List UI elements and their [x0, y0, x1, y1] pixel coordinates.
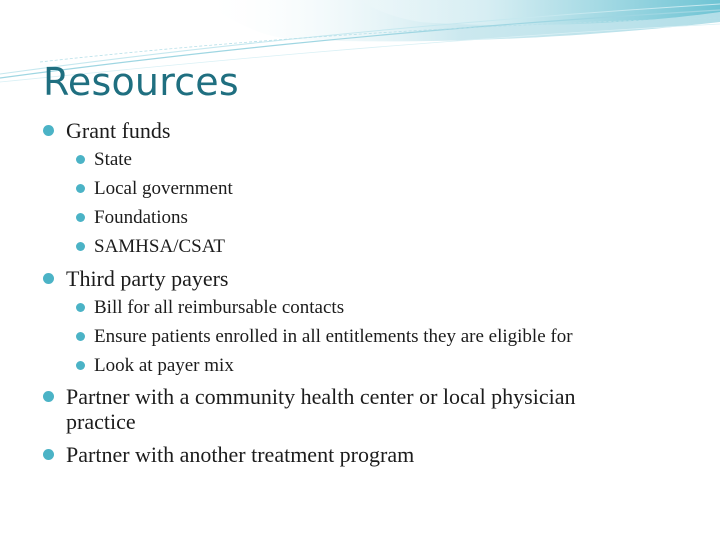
list-item-label: Foundations — [94, 207, 188, 228]
list-item-label: SAMHSA/CSAT — [94, 236, 225, 257]
list-item-grant-funds — [66, 118, 170, 143]
bullet-dot-icon — [76, 213, 85, 222]
list-item-label: Look at payer mix — [94, 355, 234, 376]
list-item-label: Partner with a community health center or local physician — [66, 384, 576, 409]
list-item-label: State — [94, 149, 132, 170]
bullet-dot-icon — [43, 125, 54, 136]
list-item-bill — [94, 297, 344, 319]
list-item-label: Local government — [94, 178, 233, 199]
list-item-label: Grant funds — [66, 118, 171, 143]
list-item-local-government — [94, 178, 233, 200]
bullet-dot-icon — [76, 332, 85, 341]
bullet-dot-icon — [43, 449, 54, 460]
bullet-dot-icon — [76, 155, 85, 164]
bullet-dot-icon — [43, 273, 54, 284]
bullet-dot-icon — [76, 361, 85, 370]
list-item-label-continued: practice — [66, 409, 136, 435]
list-item-foundations — [94, 207, 188, 229]
list-item-ensure-enrollment — [94, 326, 573, 348]
bullet-dot-icon — [76, 242, 85, 251]
bullet-dot-icon — [76, 184, 85, 193]
list-item-label: Ensure patients enrolled in all entitlements they are eligible for — [94, 326, 573, 347]
list-item-label: Bill for all reimbursable contacts — [94, 297, 345, 318]
list-item-partner-chc — [66, 384, 576, 435]
list-item-samhsa-csat — [94, 236, 225, 258]
list-item-state — [94, 149, 132, 171]
list-item-third-party-payers — [66, 266, 229, 291]
list-item-label: Partner with another treatment program — [66, 442, 415, 467]
list-item-payer-mix — [94, 355, 234, 377]
bullet-dot-icon — [43, 391, 54, 402]
list-item-label: Third party payers — [66, 266, 229, 291]
bullet-dot-icon — [76, 303, 85, 312]
slide-title: Resources — [43, 60, 239, 104]
list-item-partner-program — [66, 442, 414, 467]
